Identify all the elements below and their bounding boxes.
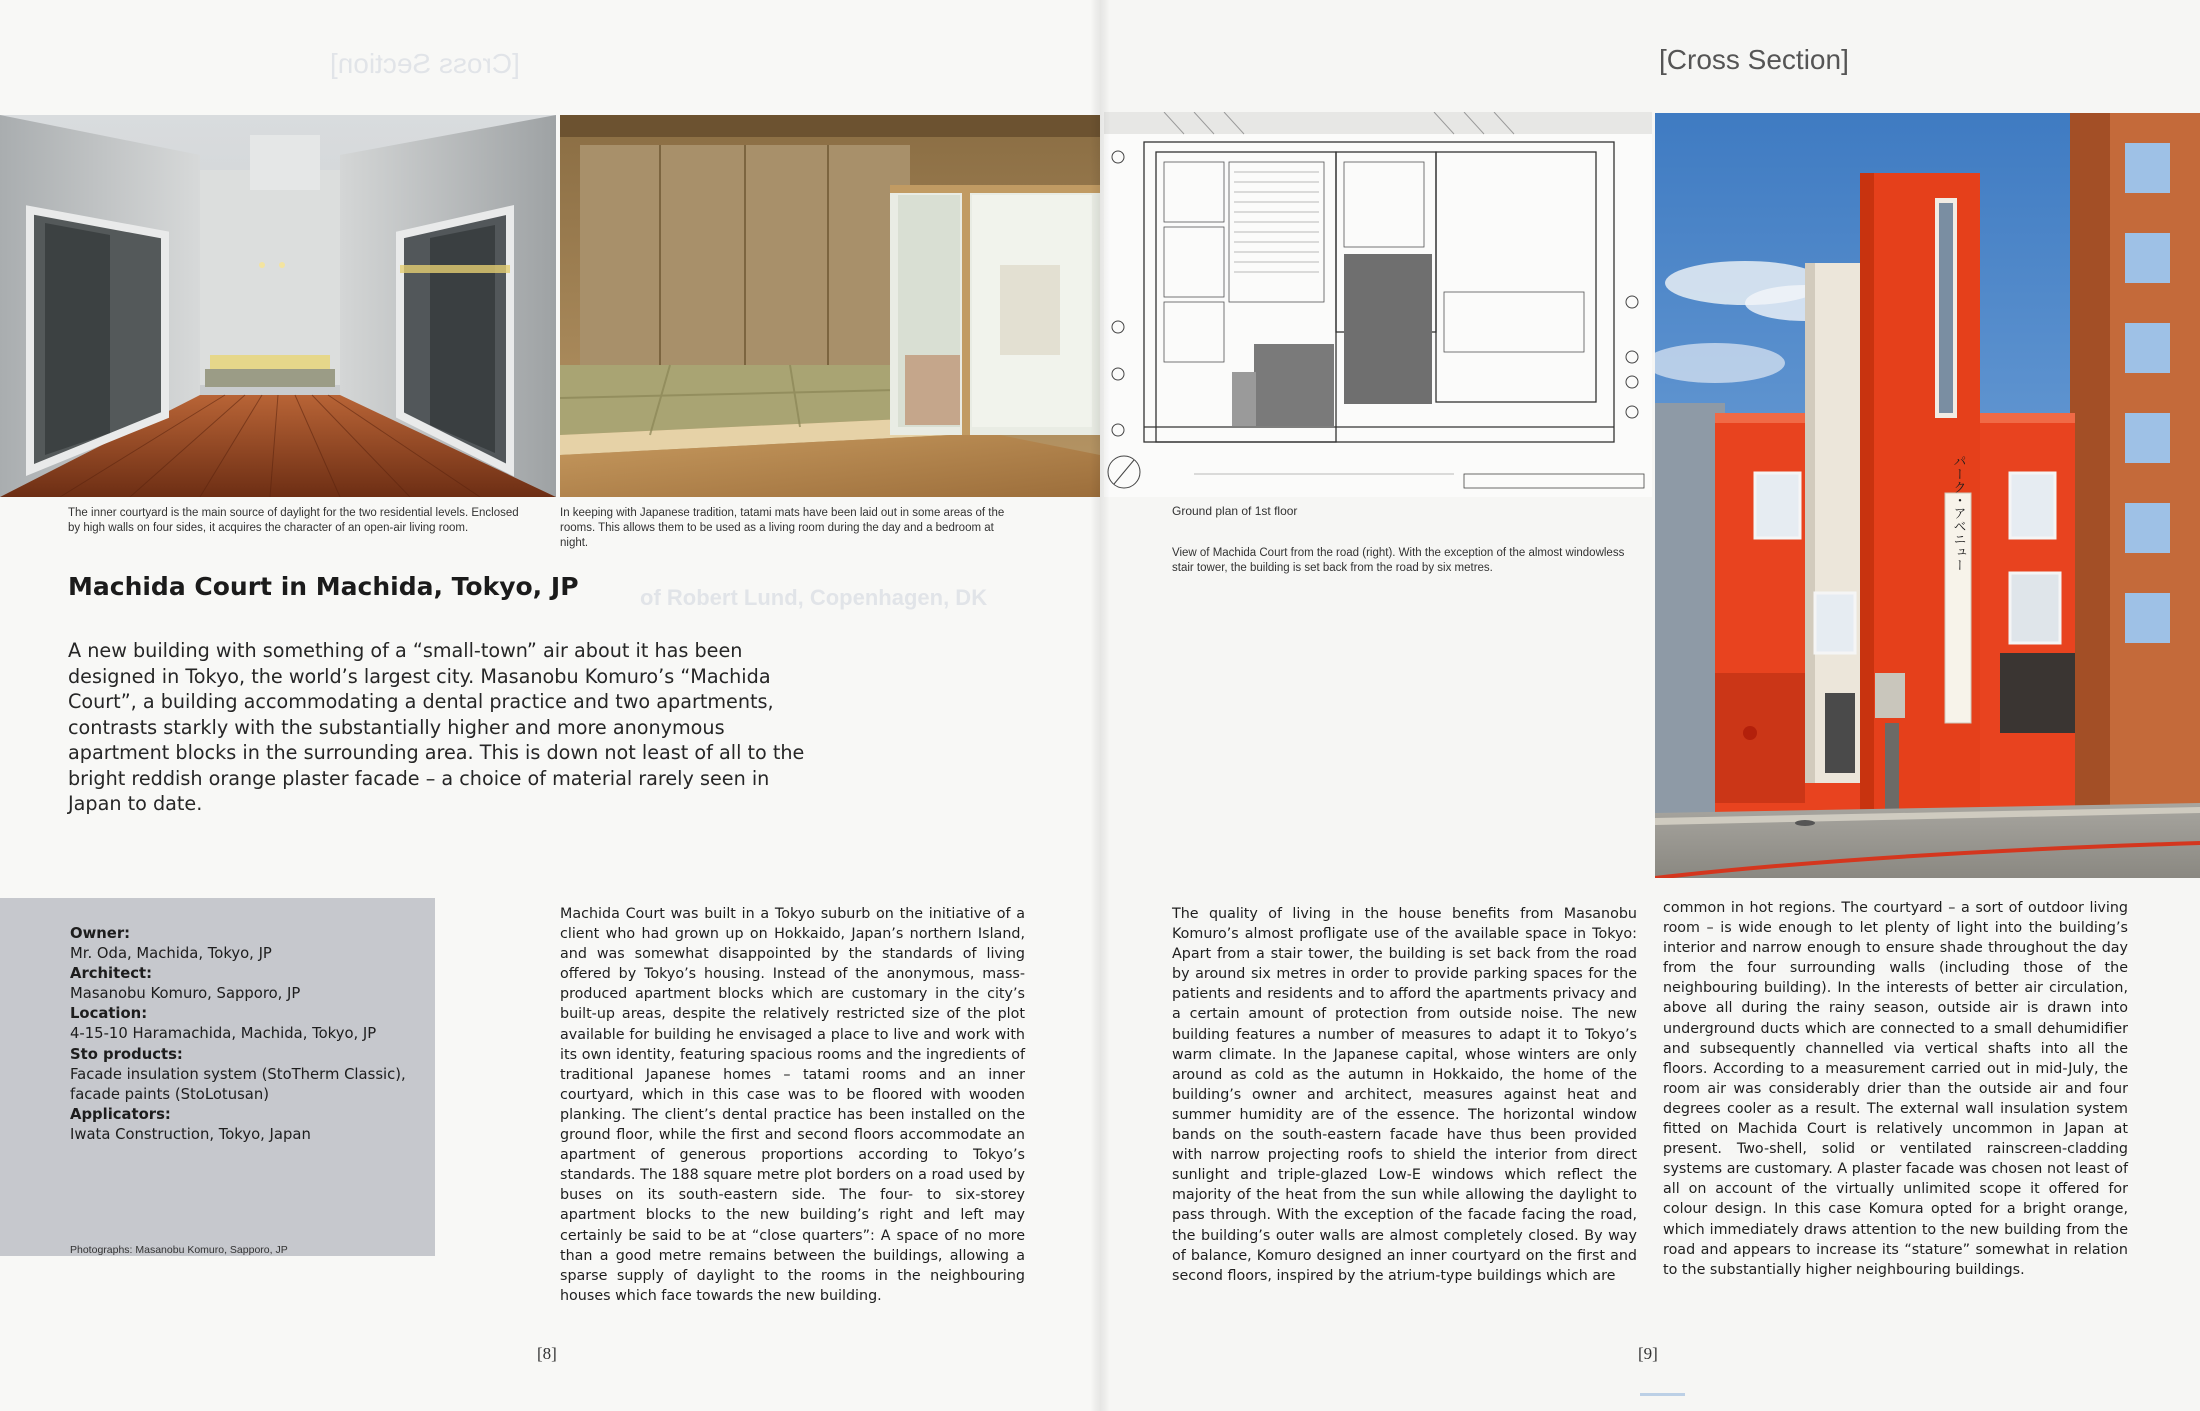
- street-view-photo: [1655, 113, 2200, 878]
- info-label-location: Location:: [70, 1005, 148, 1023]
- info-value-applicators: Iwata Construction, Tokyo, Japan: [70, 1125, 311, 1143]
- ground-plan-caption: Ground plan of 1st floor: [1172, 504, 1298, 518]
- article-title: Machida Court in Machida, Tokyo, JP: [68, 572, 579, 601]
- info-value-location: 4-15-10 Haramachida, Machida, Tokyo, JP: [70, 1025, 377, 1043]
- right-page: [1100, 0, 2200, 1411]
- book-gutter: [1090, 0, 1110, 1411]
- page-number-right: [9]: [1638, 1344, 1658, 1363]
- info-label-applicators: Applicators:: [70, 1105, 171, 1123]
- section-heading: [Cross Section]: [1659, 44, 1849, 75]
- info-label-architect: Architect:: [70, 965, 152, 983]
- body-column-left-page: Machida Court was built in a Tokyo suburb on the initiative of a client who had grown up on Hokkaido, Japan’s northern Island, and was somewhat disappointed by the standards of living offered by Tokyo’s housing. Instead of the anonymous, mass-produced apartment blocks which are customary in the city’s built-up areas, despite the relatively restricted size of the plot available for building he envisaged a place to live and work with its own identity, featuring spacious rooms and the ingredients of traditional Japanese homes – tatami rooms and an inner courtyard, which in this case was to be floored with wooden planking. The client’s dental practice has been installed on the ground floor, while the first and second floors accommodate an apartment of generous proportions according to Tokyo’s standards. The 188 square metre plot borders on a road used by buses on its south-eastern side. The four- to six-storey apartment blocks to the new building’s right and left may certainly be said to be at “close quarters”: A space of no more than a good metre remains between the buildings, allowing a sparse supply of daylight to the rooms in the neighbouring houses which face towards the new building.: [560, 906, 1025, 1304]
- info-label-owner: Owner:: [70, 925, 131, 942]
- show-through-text: [Cross Section]: [330, 48, 520, 79]
- tatami-room-photo: [560, 115, 1100, 497]
- intro-paragraph: A new building with something of a “small-town” air about it has been designed in Tokyo, the world’s largest city. Masanobu Komuro’s “Machida Court”, a building accommodating a dental practice and two apartments, contrasts starkly with the substantially higher and more anonymous apartment blocks in the surrounding area. This is down not least of all to the bright reddish orange plaster facade – a choice of material rarely seen in Japan to date.: [68, 639, 805, 815]
- building-sign-text: パーク・アベニュー: [1950, 454, 1966, 572]
- show-through-text: of Robert Lund, Copenhagen, DK: [640, 585, 988, 610]
- body-column-right-page-2: common in hot regions. The courtyard – a sort of outdoor living room – is wide enough to let plenty of light into the building’s interior and narrow enough to ensure shade throughout the day from the four surrounding walls (including those of the neighbouring building). In the interests of better air circulation, above all during the rainy season, outside air is drawn into underground ducts which are connected to a small dehumidifier and subsequently channelled via vertical shafts into all the floors. According to a measurement carried out in mid-July, the room air was considerably drier than the outside air and four degrees cooler as a result. The external wall insulation system fitted on Machida Court is relatively uncommon in Japan at present. Two-shell, solid or ventilated rainscreen-cladding systems are customary. A plaster facade was chosen not least of all on account of the virtually unlimited scope it offered for colour design. In this case Komura opted for a bright orange, which immediately draws attention to the new building from the road and appears to increase its “stature” somewhat in relation to the substantially higher neighbouring buildings.: [1663, 900, 2128, 1278]
- info-value-architect: Masanobu Komuro, Sapporo, JP: [70, 985, 301, 1003]
- courtyard-caption: The inner courtyard is the main source of daylight for the two residential levels. Enclosed by high walls on four sides, it acquires the character of an open-air living room.: [68, 507, 519, 534]
- project-info-list: [70, 924, 430, 1145]
- courtyard-photo: [0, 115, 556, 497]
- page-number-left: [8]: [537, 1344, 557, 1363]
- photo-credit: Photographs: Masanobu Komuro, Sapporo, JP: [70, 1244, 288, 1256]
- info-value-sto-products: Facade insulation system (StoTherm Classic), facade paints (StoLotusan): [70, 1065, 406, 1103]
- info-label-sto-products: Sto products:: [70, 1045, 183, 1063]
- page-tab-mark: [1640, 1393, 1685, 1396]
- info-value-owner: Mr. Oda, Machida, Tokyo, JP: [70, 945, 272, 963]
- body-column-right-page-1: The quality of living in the house benefits from Masanobu Komuro’s almost profligate use of the available space in Tokyo: Apart from a stair tower, the building is set back from the road by around six metres in order to provide parking spaces for the patients and residents and to afford the apartments privacy and a certain amount of protection from outside noise. The new building features a number of measures to adapt it to Tokyo’s warm climate. In the Japanese capital, whose winters are only around as cold as the autumn in Hokkaido, the home of the building’s owner and architect, measures against heat and summer humidity are of the essence. The horizontal window bands on the south-eastern facade have thus been provided with narrow projecting roofs to shield the interior from direct sunlight and triple-glazed Low-E windows which reflect the majority of the heat from the sun while allowing the daylight to pass through. With the exception of the facade facing the road, the building’s outer walls are almost completely closed. By way of balance, Komuro designed an inner courtyard on the first and second floors, inspired by the atrium-type buildings which are: [1172, 906, 1637, 1284]
- ground-plan-drawing: [1104, 112, 1652, 497]
- street-view-caption: View of Machida Court from the road (right). With the exception of the almost windowless stair tower, the building is set back from the road by six metres.: [1172, 547, 1625, 574]
- tatami-caption: In keeping with Japanese tradition, tatami mats have been laid out in some areas of the rooms. This allows them to be used as a living room during the day and a bedroom at night.: [560, 507, 1005, 549]
